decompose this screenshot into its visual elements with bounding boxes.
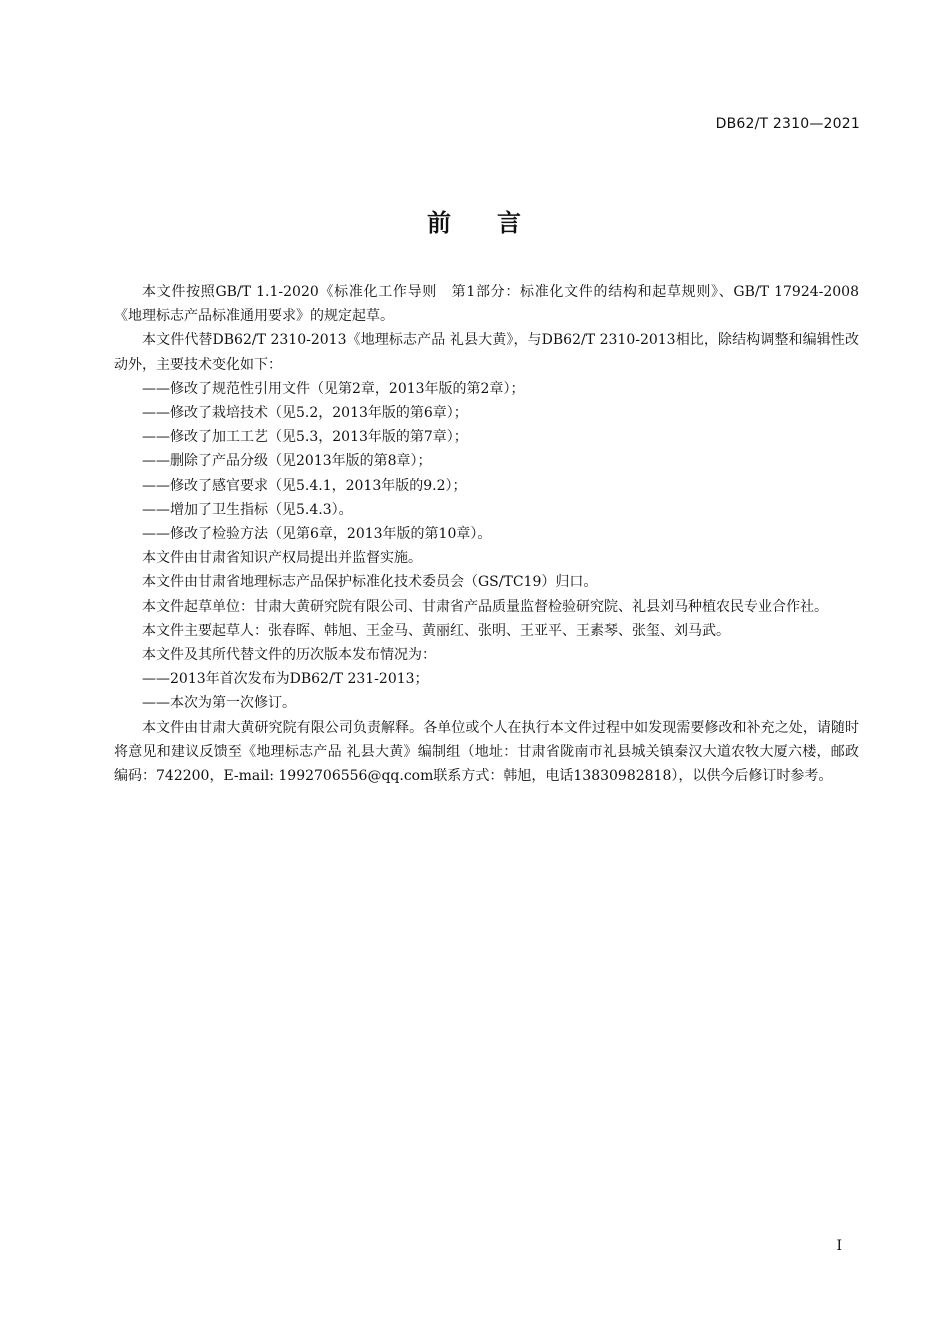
foreword-body [114,280,859,788]
change-item: ——增加了卫生指标（见5.4.3）。 [142,501,353,518]
paragraph-drafting-units: 本文件起草单位：甘肃大黄研究院有限公司、甘肃省产品质量监督检验研究院、礼县刘马种植农民专业合作社。 [142,598,828,615]
paragraph-committee: 本文件由甘肃省地理标志产品保护标准化技术委员会（GS/TC19）归口。 [142,574,598,591]
history-item: ——2013年首次发布为DB62/T 231-2013； [142,671,429,688]
paragraph-interpretation: 本文件由甘肃大黄研究院有限公司负责解释。各单位或个人在执行本文件过程中如发现需要修改和补充之处，请随时将意见和建议反馈至《地理标志产品 礼县大黄》编制组（地址：甘肃省陇南市礼县城关镇秦汉大道农牧大厦六楼，邮政编码：742200，E-mail: 1992706556@qq.com联系方式：韩旭，电话13830982818），以供今后修订时参考。 [114,719,859,785]
change-item: ——修改了检验方法（见第6章，2013年版的第10章）。 [142,526,492,543]
change-item: ——修改了加工工艺（见5.3，2013年版的第7章）； [142,429,468,446]
title-char-1: 前 [427,209,453,237]
document-id: DB62/T 2310—2021 [715,116,860,132]
change-item: ——删除了产品分级（见2013年版的第8章）； [142,453,432,470]
change-item: ——修改了规范性引用文件（见第2章，2013年版的第2章）； [142,380,525,397]
title-char-2: 言 [497,209,523,237]
page-title [0,203,950,238]
change-item: ——修改了栽培技术（见5.2，2013年版的第6章）； [142,405,468,422]
change-item: ——修改了感官要求（见5.4.1，2013年版的9.2）； [142,477,467,494]
paragraph-drafters: 本文件主要起草人：张春晖、韩旭、王金马、黄丽红、张明、王亚平、王素琴、张玺、刘马武。 [142,622,730,639]
paragraph-proposer: 本文件由甘肃省知识产权局提出并监督实施。 [142,550,422,567]
paragraph-drafting-rules: 本文件按照GB/T 1.1-2020《标准化工作导则 第1部分：标准化文件的结构和起草规则》、GB/T 17924-2008《地理标志产品标准通用要求》的规定起草。 [114,284,859,325]
page-number: I [836,1238,842,1254]
paragraph-history-intro: 本文件及其所代替文件的历次版本发布情况为： [142,647,436,664]
history-item: ——本次为第一次修订。 [142,695,296,712]
paragraph-replacement: 本文件代替DB62/T 2310-2013《地理标志产品 礼县大黄》，与DB62/T 2310-2013相比，除结构调整和编辑性改动外，主要技术变化如下： [114,332,859,373]
